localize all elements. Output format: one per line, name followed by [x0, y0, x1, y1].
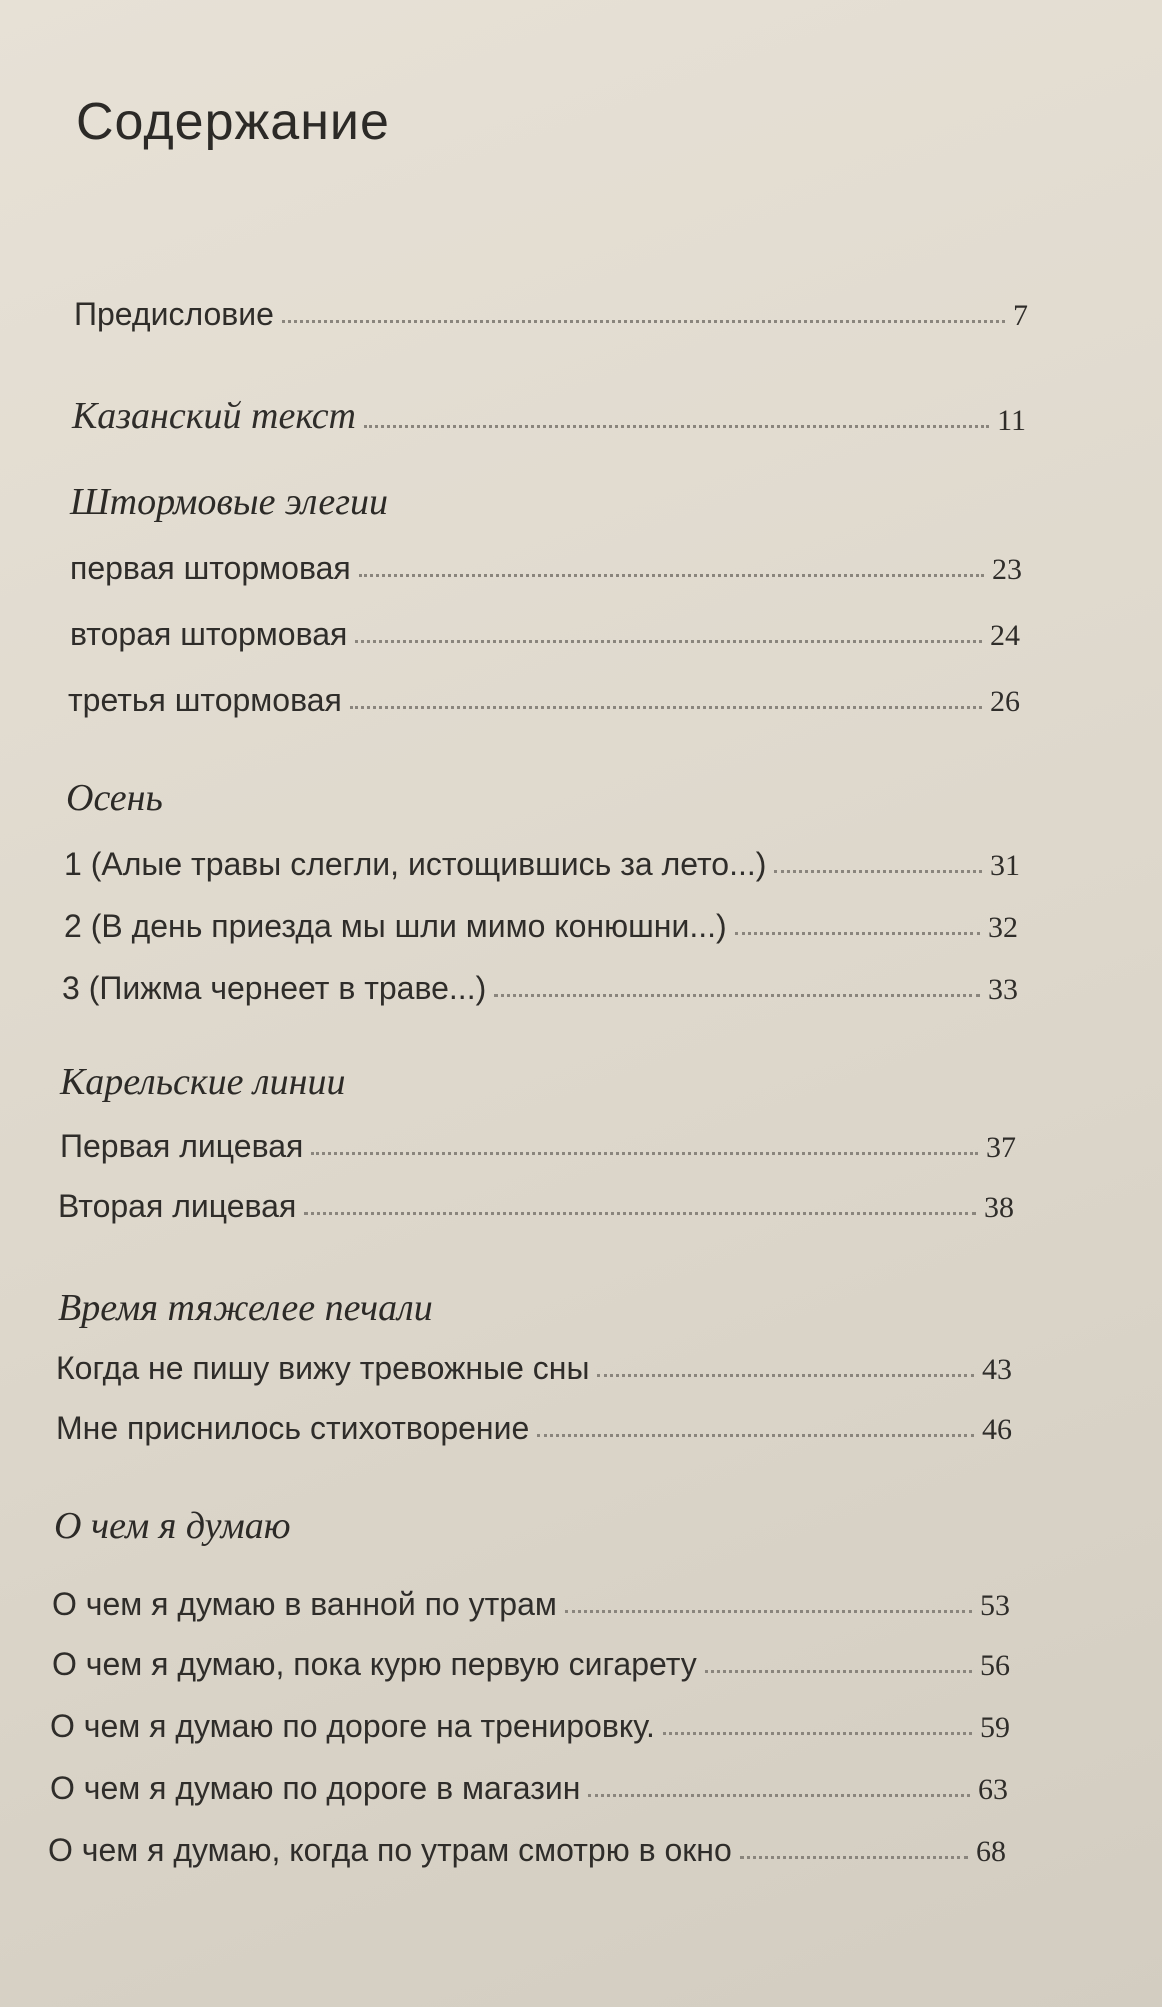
page-title: Содержание: [76, 93, 390, 151]
toc-page-number: 37: [986, 1131, 1016, 1164]
toc-entry[interactable]: [70, 616, 1020, 653]
section-heading-karelia: Карельские линии: [60, 1061, 346, 1103]
leader-dots: [735, 932, 980, 935]
toc-entry[interactable]: [52, 1646, 1010, 1683]
toc-page-number: 56: [980, 1649, 1010, 1682]
toc-page-number: 53: [980, 1589, 1010, 1622]
toc-entry[interactable]: [48, 1832, 1006, 1869]
toc-entry[interactable]: [62, 970, 1018, 1007]
toc-page-number: 7: [1013, 299, 1028, 332]
toc-entry[interactable]: [50, 1770, 1008, 1807]
toc-page-number: 24: [990, 619, 1020, 652]
toc-entry-label: третья штормовая: [68, 682, 342, 718]
section-heading-time: Время тяжелее печали: [58, 1287, 433, 1329]
toc-page-number: 32: [988, 911, 1018, 944]
toc-page-number: 59: [980, 1711, 1010, 1744]
toc-page-number: 26: [990, 685, 1020, 718]
toc-page-number: 23: [992, 553, 1022, 586]
toc-entry-label: Первая лицевая: [60, 1128, 304, 1164]
leader-dots: [565, 1610, 972, 1613]
toc-entry-label: О чем я думаю, когда по утрам смотрю в окно: [48, 1832, 732, 1868]
toc-page-number: 68: [976, 1835, 1006, 1868]
toc-entry[interactable]: [56, 1410, 1012, 1447]
toc-entry-preface[interactable]: [74, 296, 1028, 333]
toc-entry[interactable]: [60, 1128, 1016, 1165]
section-heading-storm: Штормовые элегии: [70, 481, 389, 523]
toc-entry-label: 1 (Алые травы слегли, истощившись за лето...): [64, 846, 767, 882]
toc-entry-label: О чем я думаю в ванной по утрам: [52, 1586, 557, 1622]
leader-dots: [364, 425, 989, 428]
toc-entry-label: Мне приснилось стихотворение: [56, 1410, 530, 1446]
toc-entry-label: вторая штормовая: [70, 616, 348, 652]
toc-page-number: 43: [982, 1353, 1012, 1386]
leader-dots: [740, 1856, 968, 1859]
section-heading-think: О чем я думаю: [54, 1505, 291, 1547]
toc-entry-label: Предисловие: [74, 296, 274, 332]
leader-dots: [663, 1732, 972, 1735]
toc-entry-label: Когда не пишу вижу тревожные сны: [56, 1350, 590, 1386]
toc-entry[interactable]: [56, 1350, 1012, 1387]
leader-dots: [597, 1374, 974, 1377]
toc-entry[interactable]: [52, 1586, 1010, 1623]
toc-entry-label: 2 (В день приезда мы шли мимо конюшни...): [64, 908, 727, 944]
leader-dots: [304, 1212, 976, 1215]
leader-dots: [494, 994, 980, 997]
toc-page-number: 38: [984, 1191, 1014, 1224]
leader-dots: [350, 706, 982, 709]
leader-dots: [311, 1152, 978, 1155]
toc-page-number: 11: [997, 404, 1026, 437]
toc-entry-label: 3 (Пижма чернеет в траве...): [62, 970, 487, 1006]
leader-dots: [774, 870, 982, 873]
leader-dots: [537, 1434, 974, 1437]
toc-entry[interactable]: [50, 1708, 1010, 1745]
toc-page-number: 63: [978, 1773, 1008, 1806]
toc-entry-kazan[interactable]: [72, 394, 1026, 438]
toc-page-number: 31: [990, 849, 1020, 882]
toc-page-number: 33: [988, 973, 1018, 1006]
toc-entry-label: О чем я думаю по дороге на тренировку.: [50, 1708, 655, 1744]
toc-entry-label: Вторая лицевая: [58, 1188, 297, 1224]
leader-dots: [355, 640, 982, 643]
leader-dots: [359, 574, 984, 577]
toc-entry[interactable]: [64, 846, 1020, 883]
leader-dots: [705, 1670, 972, 1673]
toc-entry[interactable]: [68, 682, 1020, 719]
section-heading-autumn: Осень: [66, 777, 163, 819]
toc-entry-label: О чем я думаю, пока курю первую сигарету: [52, 1646, 697, 1682]
toc-page-number: 46: [982, 1413, 1012, 1446]
toc-entry-label: О чем я думаю по дороге в магазин: [50, 1770, 581, 1806]
toc-entry-label: первая штормовая: [70, 550, 351, 586]
leader-dots: [588, 1794, 970, 1797]
toc-entry[interactable]: [58, 1188, 1014, 1225]
toc-entry[interactable]: [64, 908, 1018, 945]
toc-entry-label: Казанский текст: [72, 395, 356, 437]
toc-entry[interactable]: [70, 550, 1022, 587]
leader-dots: [282, 320, 1005, 323]
